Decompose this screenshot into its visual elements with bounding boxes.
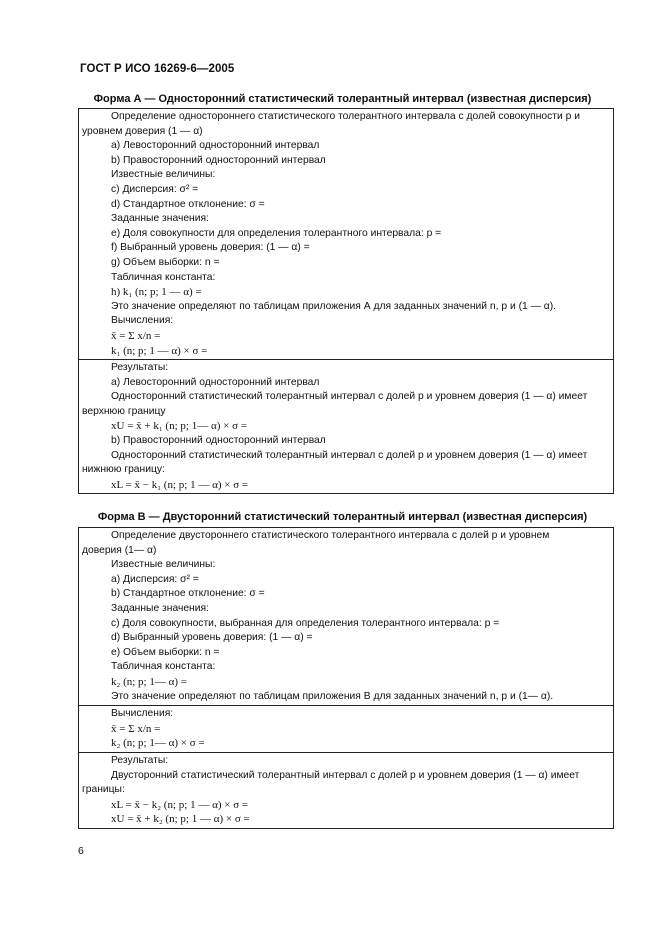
form-a-line: xU = x̄ + k₁ (n; p; 1— α) × σ = bbox=[111, 420, 247, 433]
form-a-line: нижнюю границу: bbox=[82, 464, 165, 476]
form-b-line: Табличная константа: bbox=[111, 661, 216, 673]
form-a-table bbox=[78, 108, 614, 494]
form-b-line: Известные величины: bbox=[111, 559, 216, 571]
form-b-line: a) Дисперсия: σ² = bbox=[111, 573, 199, 585]
document-header: ГОСТ Р ИСО 16269-6—2005 bbox=[80, 63, 235, 75]
form-b-section-1 bbox=[79, 528, 613, 705]
form-b-line: d) Выбранный уровень доверия: (1 — α) = bbox=[111, 632, 313, 644]
form-b-line: e) Объем выборки: n = bbox=[111, 646, 220, 658]
form-a-line: Заданные значения: bbox=[111, 213, 209, 225]
form-a-line: Вычисления: bbox=[111, 315, 174, 327]
form-b-title: Форма В — Двусторонний статистический толерантный интервал (известная дисперсия) bbox=[97, 511, 588, 523]
form-a-line: a) Левосторонний односторонний интервал bbox=[111, 140, 320, 152]
form-a-line: верхнюю границу bbox=[82, 405, 166, 417]
form-a-line: Известные величины: bbox=[111, 169, 216, 181]
form-a-line: Табличная константа: bbox=[111, 271, 216, 283]
form-b-line: Вычисления: bbox=[111, 708, 174, 720]
form-b-line: b) Стандартное отклонение: σ = bbox=[111, 588, 265, 600]
form-a-line: b) Правосторонний односторонний интервал bbox=[111, 154, 326, 166]
form-b-line: Двусторонний статистический толерантный интервал с долей p и уровнем доверия (1 — α) имеет bbox=[111, 769, 580, 781]
form-a-line: g) Объем выборки: n = bbox=[111, 256, 220, 268]
form-a-line: d) Стандартное отклонение: σ = bbox=[111, 198, 265, 210]
form-b-line: границы: bbox=[82, 784, 125, 796]
form-a-line: c) Дисперсия: σ² = bbox=[111, 183, 199, 195]
form-a-line: Односторонний статистический толерантный интервал с долей p и уровнем доверия (1 — α) имеет bbox=[111, 449, 588, 461]
form-b-line: xL = x̄ − k₂ (n; p; 1 — α) × σ = bbox=[111, 798, 249, 811]
form-a-line: k₁ (n; p; 1 — α) × σ = bbox=[111, 344, 208, 357]
form-b-line: Заданные значения: bbox=[111, 602, 209, 614]
form-a-line: Это значение определяют по таблицам приложения А для заданных значений n, p и (1 — α). bbox=[111, 300, 556, 312]
form-a-line: b) Правосторонний односторонний интервал bbox=[111, 435, 326, 447]
form-b-line: Результаты: bbox=[111, 754, 169, 766]
form-b-line: x̄ = Σ x/n = bbox=[111, 722, 161, 735]
form-b-line: k₂ (n; p; 1— α) × σ = bbox=[111, 737, 205, 750]
form-b-table bbox=[78, 527, 614, 829]
form-a-line: Результаты: bbox=[111, 362, 169, 374]
form-a-line: Определение одностороннего статистического толерантного интервала с долей совокупности p и bbox=[111, 111, 580, 122]
form-a-section-1 bbox=[79, 109, 613, 359]
form-b-line: xU = x̄ + k₂ (n; p; 1 — α) × σ = bbox=[111, 813, 250, 826]
form-a-line: Односторонний статистический толерантный интервал с долей p и уровнем доверия (1 — α) имеет bbox=[111, 391, 588, 403]
form-b-section-3 bbox=[79, 752, 613, 828]
form-a-section-2 bbox=[79, 359, 613, 493]
form-a-line: xL = x̄ − k₁ (n; p; 1 — α) × σ = bbox=[111, 478, 249, 491]
form-b-section-2 bbox=[79, 705, 613, 752]
form-b-line: доверия (1— α) bbox=[82, 544, 157, 556]
form-b-line: Определение двустороннего статистического толерантного интервала с долей p и уровнем bbox=[111, 530, 550, 541]
form-a-title: Форма А — Односторонний статистический толерантный интервал (известная дисперсия) bbox=[93, 93, 592, 105]
form-b-line: k₂ (n; p; 1— α) = bbox=[111, 675, 187, 688]
form-b-line: Это значение определяют по таблицам приложения В для заданных значений n, p и (1— α). bbox=[111, 690, 554, 702]
form-a-line: f) Выбранный уровень доверия: (1 — α) = bbox=[111, 242, 310, 254]
form-a-line: уровнем доверия (1 — α) bbox=[82, 125, 203, 137]
form-a-line: e) Доля совокупности для определения толерантного интервала: p = bbox=[111, 227, 442, 239]
form-a-line: x̄ = Σ x/n = bbox=[111, 329, 161, 342]
form-a-line: h) k₁ (n; p; 1 — α) = bbox=[111, 286, 202, 299]
form-b-line: c) Доля совокупности, выбранная для определения толерантного интервала: p = bbox=[111, 617, 500, 629]
form-a-line: a) Левосторонний односторонний интервал bbox=[111, 376, 320, 388]
page-number: 6 bbox=[78, 845, 84, 857]
